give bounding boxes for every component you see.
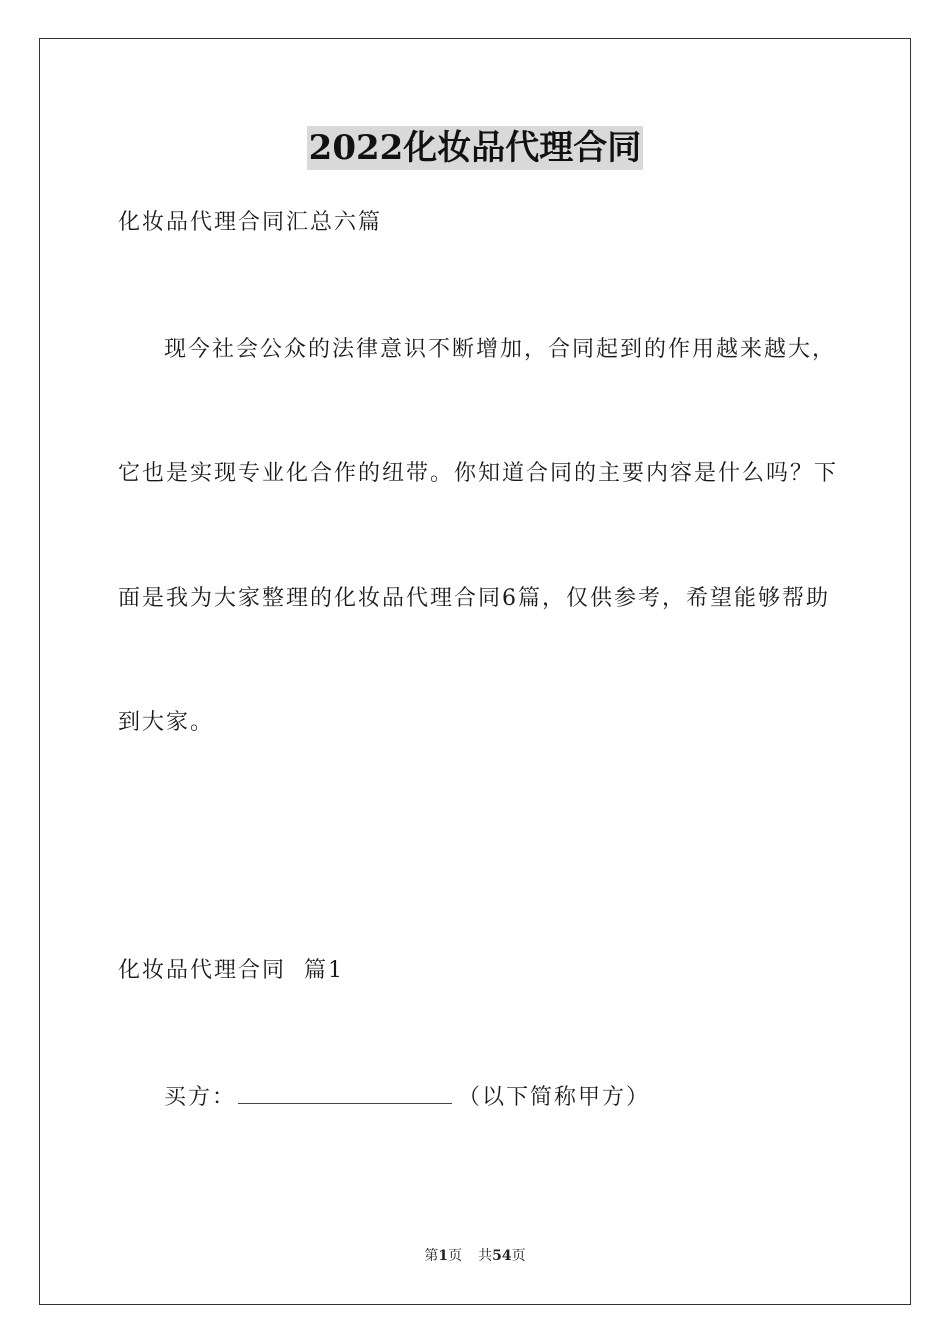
page-prefix: 第 bbox=[424, 1248, 439, 1264]
buyer-line bbox=[164, 1081, 650, 1113]
intro-line-1: 现今社会公众的法律意识不断增加，合同起到的作用越来越大， bbox=[164, 337, 837, 362]
total-pages: 54 bbox=[492, 1248, 512, 1264]
title-container bbox=[0, 126, 950, 170]
buyer-note: （以下简称甲方） bbox=[458, 1085, 651, 1110]
page-number: 1 bbox=[438, 1248, 449, 1264]
section-heading: 化妆品代理合同 篇1 bbox=[118, 958, 344, 983]
buyer-name-blank[interactable] bbox=[238, 1081, 452, 1104]
total-suffix: 页 bbox=[511, 1248, 526, 1264]
intro-line-2: 它也是实现专业化合作的纽带。你知道合同的主要内容是什么吗？下 bbox=[118, 461, 839, 486]
document-subtitle: 化妆品代理合同汇总六篇 bbox=[118, 210, 383, 235]
page-suffix: 页 bbox=[448, 1248, 463, 1264]
page-footer bbox=[0, 1246, 950, 1266]
total-prefix: 共 bbox=[478, 1248, 493, 1264]
intro-line-4: 到大家。 bbox=[118, 710, 215, 735]
intro-line-3: 面是我为大家整理的化妆品代理合同6篇，仅供参考，希望能够帮助 bbox=[118, 586, 830, 611]
document-title: 2022化妆品代理合同 bbox=[308, 128, 642, 168]
buyer-label: 买方： bbox=[164, 1085, 237, 1110]
